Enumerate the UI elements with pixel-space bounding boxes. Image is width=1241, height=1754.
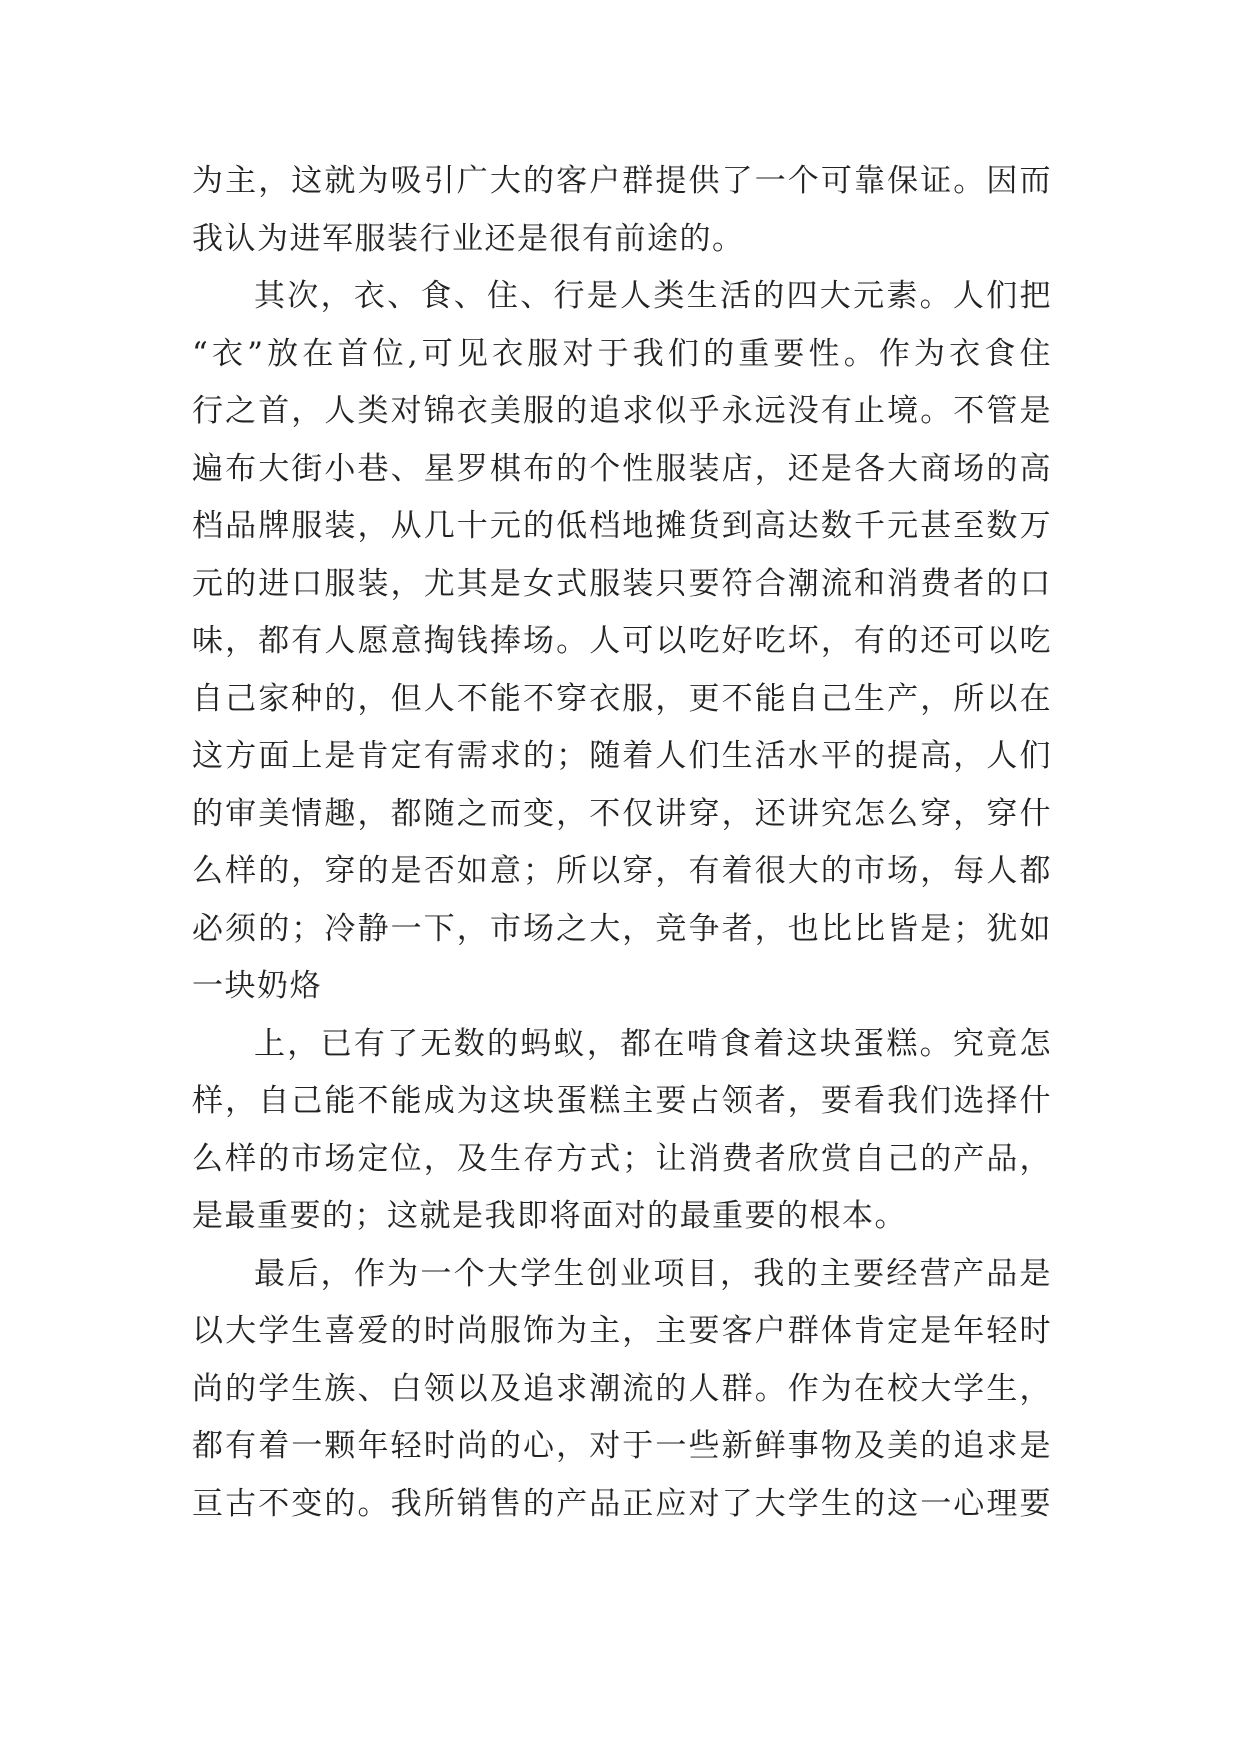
paragraph-line: 行之首，人类对锦衣美服的追求似乎永远没有止境。不管是 [192, 393, 1052, 429]
paragraph-line: “衣”放在首位,可见衣服对于我们的重要性。作为衣食住 [192, 335, 1052, 372]
paragraph-line: 为主，这就为吸引广大的客户群提供了一个可靠保证。因而 [192, 163, 1052, 199]
paragraph-line: 以大学生喜爱的时尚服饰为主，主要客户群体肯定是年轻时 [192, 1313, 1052, 1349]
paragraph-line: 亘古不变的。我所销售的产品正应对了大学生的这一心理要 [192, 1485, 1052, 1522]
paragraph-1 [192, 153, 1052, 268]
paragraph-line: 元的进口服装，尤其是女式服装只要符合潮流和消费者的口 [192, 565, 1052, 602]
paragraph-line: 样，自己能不能成为这块蛋糕主要占领者，要看我们选择什 [192, 1083, 1052, 1119]
paragraph-line: 最后，作为一个大学生创业项目，我的主要经营产品是 [254, 1255, 1052, 1292]
paragraph-line: 自己家种的，但人不能不穿衣服，更不能自己生产，所以在 [192, 680, 1052, 717]
paragraph-line: 么样的市场定位，及生存方式；让消费者欣赏自己的产品， [192, 1140, 1052, 1177]
paragraph-4 [192, 1246, 1052, 1534]
paragraph-line: 是最重要的；这就是我即将面对的最重要的根本。 [192, 1198, 907, 1234]
document-page [192, 153, 1052, 1533]
paragraph-3 [192, 1016, 1052, 1246]
paragraph-line: 我认为进军服装行业还是很有前途的。 [192, 220, 745, 257]
paragraph-line: 档品牌服装，从几十元的低档地摊货到高达数千元甚至数万 [192, 508, 1052, 544]
paragraph-line: 必须的；冷静一下，市场之大，竞争者，也比比皆是；犹如 [192, 910, 1052, 947]
paragraph-line: 其次，衣、食、住、行是人类生活的四大元素。人们把 [254, 278, 1052, 314]
paragraph-line: 都有着一颗年轻时尚的心，对于一些新鲜事物及美的追求是 [192, 1428, 1052, 1464]
paragraph-2 [192, 268, 1052, 1016]
paragraph-line: 这方面上是肯定有需求的；随着人们生活水平的提高，人们 [192, 738, 1052, 774]
paragraph-line: 尚的学生族、白领以及追求潮流的人群。作为在校大学生， [192, 1370, 1052, 1407]
paragraph-line: 么样的，穿的是否如意；所以穿，有着很大的市场，每人都 [192, 853, 1052, 889]
paragraph-line: 味，都有人愿意掏钱捧场。人可以吃好吃坏，有的还可以吃 [192, 623, 1052, 659]
paragraph-line: 一块奶烙 [192, 968, 322, 1004]
paragraph-line: 上，已有了无数的蚂蚁，都在啃食着这块蛋糕。究竟怎 [254, 1025, 1052, 1062]
paragraph-line: 遍布大街小巷、星罗棋布的个性服装店，还是各大商场的高 [192, 450, 1052, 487]
paragraph-line: 的审美情趣，都随之而变，不仅讲穿，还讲究怎么穿，穿什 [192, 795, 1052, 832]
